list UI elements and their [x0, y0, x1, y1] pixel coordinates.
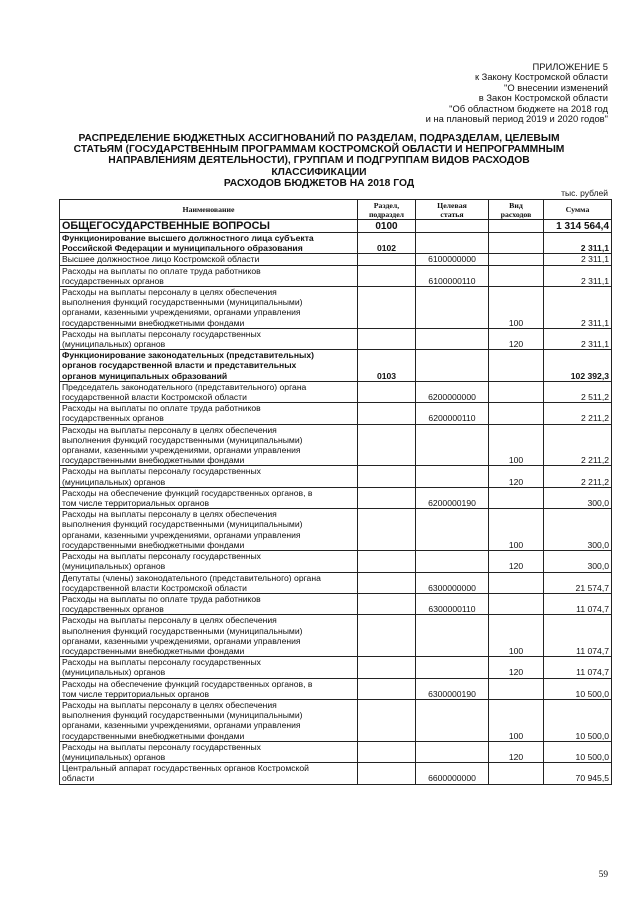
cell-kind: 120	[489, 741, 544, 762]
table-row	[60, 350, 612, 382]
appendix-line: и на плановый период 2019 и 2020 годов"	[425, 113, 608, 125]
cell-section: 0102	[358, 233, 416, 254]
cell-name-line: органами, казенными учреждениями, органами управления	[62, 635, 301, 646]
cell-target: 6200000000	[416, 381, 489, 402]
cell-section: 0100	[358, 220, 416, 233]
cell-section	[358, 254, 416, 265]
cell-sum: 10 500,0	[544, 678, 612, 699]
table-row	[60, 487, 612, 508]
cell-name	[60, 350, 358, 382]
cell-target	[416, 657, 489, 678]
cell-name	[60, 487, 358, 508]
cell-sum: 2 311,1	[544, 328, 612, 349]
cell-section	[358, 424, 416, 466]
cell-name-line: государственных органов	[62, 413, 164, 424]
cell-sum: 2 511,2	[544, 381, 612, 402]
cell-name-line: Российской Федерации и муниципального образования	[62, 243, 303, 254]
cell-section	[358, 487, 416, 508]
cell-kind	[489, 254, 544, 265]
cell-name	[60, 593, 358, 614]
cell-name-line: выполнения функций государственными (муниципальными)	[62, 434, 303, 445]
table-row	[60, 254, 612, 265]
cell-name	[60, 763, 358, 784]
table-row	[60, 220, 612, 233]
cell-section	[358, 699, 416, 741]
cell-sum: 10 500,0	[544, 741, 612, 762]
table-row	[60, 287, 612, 329]
title-line: НАПРАВЛЕНИЯМ ДЕЯТЕЛЬНОСТИ), ГРУППАМ И ПОДГРУППАМ ВИДОВ РАСХОДОВ КЛАССИФИКАЦИИ	[108, 155, 530, 178]
cell-sum: 11 074,7	[544, 657, 612, 678]
cell-name-line: органами, казенными учреждениями, органами управления	[62, 720, 301, 731]
title-line: РАСПРЕДЕЛЕНИЕ БЮДЖЕТНЫХ АССИГНОВАНИЙ ПО РАЗДЕЛАМ, ПОДРАЗДЕЛАМ, ЦЕЛЕВЫМ	[78, 133, 560, 144]
cell-target: 6300000110	[416, 593, 489, 614]
cell-name-line: выполнения функций государственными (муниципальными)	[62, 519, 303, 530]
cell-section	[358, 381, 416, 402]
cell-name	[60, 328, 358, 349]
cell-target	[416, 233, 489, 254]
cell-sum: 2 211,2	[544, 424, 612, 466]
cell-target: 6300000190	[416, 678, 489, 699]
cell-target	[416, 509, 489, 551]
cell-name	[60, 572, 358, 593]
table-row	[60, 657, 612, 678]
cell-name-line: органов муниципальных образований	[62, 370, 228, 381]
cell-name	[60, 699, 358, 741]
cell-name-line: органами, казенными учреждениями, органами управления	[62, 445, 301, 456]
cell-name-line: (муниципальных) органов	[62, 667, 166, 678]
table-row	[60, 572, 612, 593]
cell-kind	[489, 763, 544, 784]
cell-target: 6200000110	[416, 403, 489, 424]
cell-name-line: государственными внебюджетными фондами	[62, 730, 245, 741]
cell-name-line: Расходы на выплаты персоналу в целях обеспечения	[62, 424, 277, 435]
cell-name	[60, 657, 358, 678]
header-target: Целевая статья	[416, 200, 489, 220]
cell-target	[416, 424, 489, 466]
table-row	[60, 551, 612, 572]
cell-name-line: Расходы на обеспечение функций государственных органов, в	[62, 487, 313, 498]
cell-kind: 120	[489, 466, 544, 487]
cell-kind	[489, 593, 544, 614]
cell-sum: 10 500,0	[544, 699, 612, 741]
cell-name	[60, 509, 358, 551]
cell-kind	[489, 487, 544, 508]
cell-sum: 300,0	[544, 487, 612, 508]
table-row	[60, 328, 612, 349]
cell-sum: 2 211,2	[544, 403, 612, 424]
cell-sum: 2 311,1	[544, 287, 612, 329]
cell-kind	[489, 678, 544, 699]
cell-name-line: Функционирование законодательных (представительных)	[62, 350, 315, 361]
cell-kind: 100	[489, 699, 544, 741]
cell-name-line: том числе территориальных органов	[62, 498, 210, 509]
cell-sum: 11 074,7	[544, 615, 612, 657]
cell-name-line: органами, казенными учреждениями, органами управления	[62, 307, 301, 318]
cell-sum: 11 074,7	[544, 593, 612, 614]
cell-name-line: государственными внебюджетными фондами	[62, 317, 245, 328]
cell-name-line: (муниципальных) органов	[62, 561, 166, 572]
cell-target	[416, 350, 489, 382]
cell-sum: 1 314 564,4	[544, 220, 612, 233]
table-body	[60, 220, 612, 785]
cell-name-line: органов государственной власти и представительных	[62, 360, 297, 371]
cell-target	[416, 615, 489, 657]
cell-name-line: Расходы на выплаты персоналу в целях обеспечения	[62, 699, 277, 710]
cell-kind: 100	[489, 509, 544, 551]
cell-name-line: (муниципальных) органов	[62, 751, 166, 762]
table-row	[60, 763, 612, 784]
cell-kind: 120	[489, 551, 544, 572]
cell-sum: 2 311,1	[544, 233, 612, 254]
cell-sum: 70 945,5	[544, 763, 612, 784]
title-line: СТАТЬЯМ (ГОСУДАРСТВЕННЫМ ПРОГРАММАМ КОСТРОМСКОЙ ОБЛАСТИ И НЕПРОГРАММНЫМ	[73, 144, 565, 156]
cell-name-line: государственными внебюджетными фондами	[62, 645, 245, 656]
cell-name-line: Расходы на выплаты персоналу государственных	[62, 466, 261, 477]
cell-kind	[489, 350, 544, 382]
cell-kind: 100	[489, 287, 544, 329]
appendix-block	[348, 62, 608, 124]
cell-target: 6300000000	[416, 572, 489, 593]
table-row	[60, 593, 612, 614]
appendix-line: "О внесении изменений	[504, 81, 608, 93]
cell-sum: 2 311,1	[544, 265, 612, 286]
appendix-line: "Об областном бюджете на 2018 год	[449, 102, 608, 114]
appendix-line: в Закон Костромской области	[478, 92, 608, 104]
cell-kind: 100	[489, 615, 544, 657]
cell-name	[60, 615, 358, 657]
cell-name-line: Расходы на выплаты персоналу государственных	[62, 328, 261, 339]
cell-section: 0103	[358, 350, 416, 382]
budget-table	[59, 199, 612, 785]
table-row	[60, 381, 612, 402]
cell-name-line: Расходы на выплаты персоналу государственных	[62, 551, 261, 562]
cell-sum: 102 392,3	[544, 350, 612, 382]
table-row	[60, 424, 612, 466]
title-line: РАСХОДОВ БЮДЖЕТОВ НА 2018 ГОД	[223, 177, 415, 189]
cell-name-line: Расходы на выплаты персоналу государственных	[62, 657, 261, 668]
cell-target: 6200000190	[416, 487, 489, 508]
cell-name-line: области	[62, 773, 95, 784]
table-row	[60, 233, 612, 254]
cell-name	[60, 678, 358, 699]
cell-section	[358, 265, 416, 286]
cell-target	[416, 699, 489, 741]
cell-name-line: Расходы на выплаты персоналу государственных	[62, 741, 261, 752]
cell-name-line: (муниципальных) органов	[62, 476, 166, 487]
cell-name-line: Председатель законодательного (представительного) органа	[62, 381, 307, 392]
table-row	[60, 615, 612, 657]
header-kind: Вид расходов	[489, 200, 544, 220]
cell-name	[60, 551, 358, 572]
cell-name-line: Расходы на выплаты персоналу в целях обеспечения	[62, 287, 277, 298]
cell-name-line: Депутаты (члены) законодательного (представительного) органа	[62, 572, 321, 583]
cell-section	[358, 763, 416, 784]
cell-name	[60, 466, 358, 487]
cell-section	[358, 328, 416, 349]
table-row	[60, 265, 612, 286]
document-title	[64, 133, 574, 189]
cell-name-line: Расходы на обеспечение функций государственных органов, в	[62, 678, 313, 689]
page-number: 59	[598, 870, 608, 880]
cell-kind	[489, 233, 544, 254]
cell-section	[358, 615, 416, 657]
cell-section	[358, 741, 416, 762]
cell-name	[60, 381, 358, 402]
cell-name-line: Расходы на выплаты по оплате труда работников	[62, 265, 261, 276]
cell-section	[358, 509, 416, 551]
table-row	[60, 403, 612, 424]
cell-name-line: том числе территориальных органов	[62, 688, 210, 699]
table-row	[60, 741, 612, 762]
cell-section	[358, 657, 416, 678]
cell-target	[416, 551, 489, 572]
cell-name-line: государственных органов	[62, 604, 164, 615]
cell-kind: 100	[489, 424, 544, 466]
cell-section	[358, 466, 416, 487]
cell-name-line: Центральный аппарат государственных органов Костромской	[62, 763, 309, 774]
cell-sum: 2 311,1	[544, 254, 612, 265]
header-name: Наименование	[60, 200, 358, 220]
table-row	[60, 678, 612, 699]
cell-name	[60, 220, 358, 233]
cell-target: 6600000000	[416, 763, 489, 784]
cell-name-line: выполнения функций государственными (муниципальными)	[62, 297, 303, 308]
cell-sum: 300,0	[544, 509, 612, 551]
table-row	[60, 509, 612, 551]
table-header-row	[60, 200, 612, 220]
appendix-line: ПРИЛОЖЕНИЕ 5	[532, 61, 608, 72]
cell-name-line: государственной власти Костромской области	[62, 582, 247, 593]
cell-name-line: выполнения функций государственными (муниципальными)	[62, 710, 303, 721]
table-row	[60, 466, 612, 487]
cell-target: 6100000000	[416, 254, 489, 265]
cell-name	[60, 403, 358, 424]
cell-name	[60, 741, 358, 762]
cell-name-line: Расходы на выплаты персоналу в целях обеспечения	[62, 509, 277, 520]
cell-sum: 2 211,2	[544, 466, 612, 487]
cell-name	[60, 254, 358, 265]
cell-kind	[489, 403, 544, 424]
cell-target: 6100000110	[416, 265, 489, 286]
cell-kind: 120	[489, 657, 544, 678]
cell-name-line: органами, казенными учреждениями, органами управления	[62, 529, 301, 540]
cell-name-line: государственных органов	[62, 275, 164, 286]
cell-name-line: Расходы на выплаты персоналу в целях обеспечения	[62, 615, 277, 626]
cell-name	[60, 265, 358, 286]
cell-name-line: (муниципальных) органов	[62, 339, 166, 350]
cell-name-line: государственными внебюджетными фондами	[62, 455, 245, 466]
appendix-line: к Закону Костромской области	[474, 71, 608, 83]
cell-sum: 21 574,7	[544, 572, 612, 593]
table-row	[60, 699, 612, 741]
cell-target	[416, 466, 489, 487]
cell-name-line: Расходы на выплаты по оплате труда работников	[62, 593, 261, 604]
cell-name-line: Расходы на выплаты по оплате труда работников	[62, 403, 261, 414]
cell-name	[60, 233, 358, 254]
cell-name-line: ОБЩЕГОСУДАРСТВЕННЫЕ ВОПРОСЫ	[62, 220, 270, 232]
cell-name	[60, 424, 358, 466]
cell-kind	[489, 381, 544, 402]
cell-kind	[489, 220, 544, 233]
cell-section	[358, 551, 416, 572]
cell-name-line: государственными внебюджетными фондами	[62, 539, 245, 550]
cell-section	[358, 678, 416, 699]
cell-name-line: государственной власти Костромской области	[62, 392, 247, 403]
units-label: тыс. рублей	[561, 188, 608, 198]
cell-target	[416, 328, 489, 349]
cell-sum: 300,0	[544, 551, 612, 572]
cell-name-line: Функционирование высшего должностного лица субъекта	[62, 233, 314, 243]
cell-kind	[489, 572, 544, 593]
header-sum: Сумма	[544, 200, 612, 220]
header-section: Раздел, подраздел	[358, 200, 416, 220]
cell-name-line: выполнения функций государственными (муниципальными)	[62, 625, 303, 636]
cell-kind: 120	[489, 328, 544, 349]
cell-name	[60, 287, 358, 329]
cell-section	[358, 287, 416, 329]
cell-target	[416, 741, 489, 762]
cell-target	[416, 220, 489, 233]
cell-kind	[489, 265, 544, 286]
cell-target	[416, 287, 489, 329]
cell-name-line: Высшее должностное лицо Костромской области	[62, 254, 260, 265]
cell-section	[358, 593, 416, 614]
cell-section	[358, 572, 416, 593]
cell-section	[358, 403, 416, 424]
